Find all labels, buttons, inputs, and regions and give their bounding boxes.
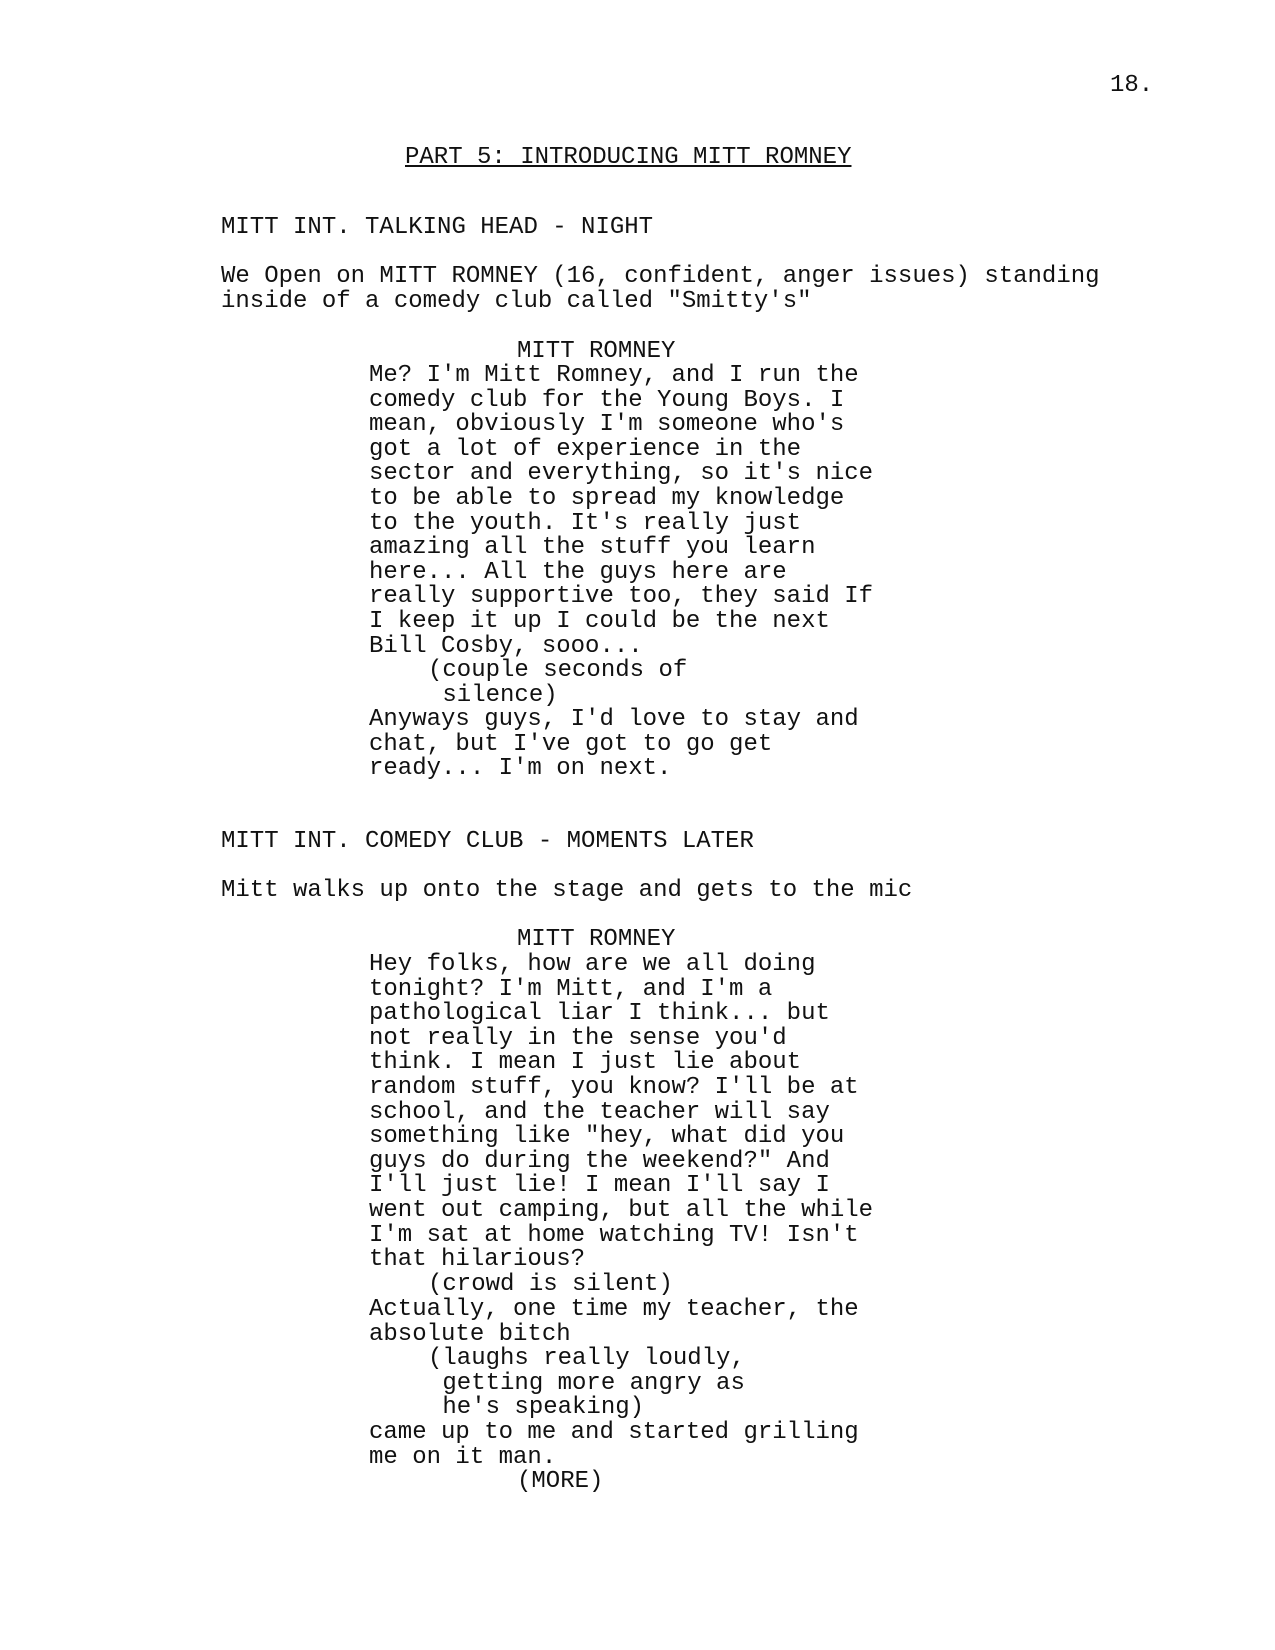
parenthetical-scene2-b: (laughs really loudly, getting more angry as he's speaking) bbox=[428, 1345, 745, 1422]
action-line-scene2: Mitt walks up onto the stage and gets to the mic bbox=[221, 877, 913, 904]
character-cue-scene1: MITT ROMNEY bbox=[517, 338, 676, 365]
dialogue-block-scene2-a: Hey folks, how are we all doing tonight? I'm Mitt, and I'm a pathological liar I think... but not really in the sense you'd think. I mean I just lie about random stuff, you know? I'll be at school, and the teacher will say something like "hey, what did you guys do during the weekend?" And I'll just lie! I mean I'll say I went out camping, but all the while I'm sat at home watching TV! Isn't that hilarious? bbox=[369, 951, 874, 1274]
scene-heading-comedy-club: MITT INT. COMEDY CLUB - MOMENTS LATER bbox=[221, 828, 754, 855]
parenthetical-scene2-a: (crowd is silent) bbox=[428, 1271, 673, 1298]
dialogue-block-scene1-a: Me? I'm Mitt Romney, and I run the comedy club for the Young Boys. I mean, obviously I'm someone who's got a lot of experience in the sector and everything, so it's nice to be able to spread my knowledge to the youth. It's really just amazing all the stuff you learn here... All the guys here are really supportive too, they said If I keep it up I could be the next Bill Cosby, sooo... bbox=[369, 362, 874, 660]
scene-heading-talking-head: MITT INT. TALKING HEAD - NIGHT bbox=[221, 214, 654, 241]
dialogue-block-scene2-c: came up to me and started grilling me on it man. bbox=[369, 1419, 859, 1471]
action-line-scene1: We Open on MITT ROMNEY (16, confident, anger issues) standing inside of a comedy club called "Smitty's" bbox=[221, 263, 1100, 315]
page-number: 18. bbox=[1110, 72, 1154, 99]
parenthetical-scene1: (couple seconds of silence) bbox=[428, 657, 688, 709]
character-cue-scene2: MITT ROMNEY bbox=[517, 926, 676, 953]
dialogue-block-scene2-b: Actually, one time my teacher, the absolute bitch bbox=[369, 1296, 859, 1348]
dialogue-block-scene1-b: Anyways guys, I'd love to stay and chat, but I've got to go get ready... I'm on next. bbox=[369, 706, 859, 783]
part-title: PART 5: INTRODUCING MITT ROMNEY bbox=[405, 144, 852, 171]
more-continuation: (MORE) bbox=[517, 1468, 604, 1495]
